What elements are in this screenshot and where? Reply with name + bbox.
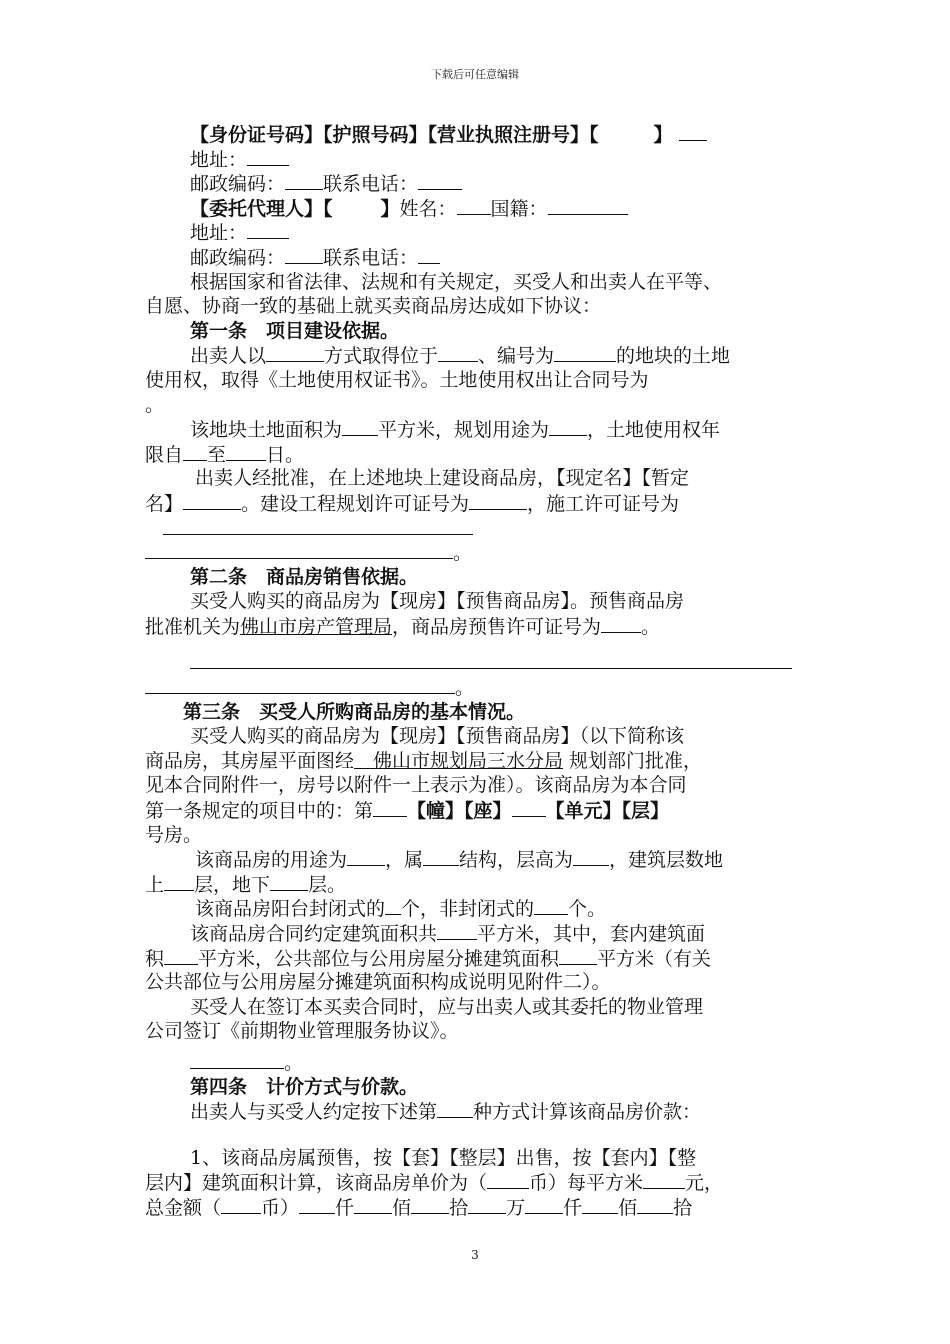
article3-line4: 第一条规定的项目中的：第 【幢】【座】 【单元】【层】: [145, 800, 670, 823]
page-header: 下载后可任意编辑: [431, 68, 519, 81]
article1-line7: 名】 。建设工程规划许可证号为 ，施工许可证号为: [145, 492, 680, 515]
article4-line4: 总金额（ 币） 仟 佰 拾 万 仟 佰 拾: [145, 1196, 693, 1219]
address-line: 地址：: [145, 147, 810, 172]
article3-line8: 该商品房阳台封闭式的 个，非封闭式的 个。: [195, 898, 607, 921]
article2-line4: 。: [145, 675, 810, 700]
id-number-line: 【身份证号码】【护照号码】【营业执照注册号】【 】: [145, 122, 810, 147]
article3-line14: 。: [145, 1050, 810, 1075]
article3-line5: 号房。: [145, 823, 203, 846]
article1-line3: 。: [145, 393, 165, 416]
article4-title: 第四条 计价方式与价款。: [190, 1075, 419, 1098]
postcode-phone-line: 邮政编码： 联系电话：: [145, 171, 810, 196]
intro-paragraph-line1: 根据国家和省法律、法规和有关规定，买受人和出卖人在平等、: [190, 270, 723, 293]
contract-body: [145, 122, 810, 1220]
article1-line6: 出卖人经批准，在上述地块上建设商品房，【现定名】【暂定: [195, 467, 690, 490]
article3-line7: 上 层，地下 层。: [145, 873, 347, 896]
article2-line2: 批准机关为佛山市房产管理局，商品房预售许可证号为 。: [145, 615, 661, 638]
article1-line5: 限自 至 日。: [145, 443, 305, 466]
article1-line4: 该地块土地面积为 平方米，规划用途为 ，土地使用权年: [190, 419, 721, 442]
article3-line2: 商品房，其房屋平面图经 佛山市规划局三水分局 规划部门批准，: [145, 749, 703, 772]
article3-title: 第三条 买受人所购商品房的基本情况。: [183, 700, 526, 723]
page-number: 3: [471, 1248, 479, 1262]
article4-line2: 1、该商品房属预售，按【套】【整层】出售，按【套内】【整: [190, 1146, 697, 1169]
article2-title: 第二条 商品房销售依据。: [190, 565, 419, 588]
intro-paragraph-line2: 自愿、协商一致的基础上就买卖商品房达成如下协议：: [145, 295, 602, 318]
article3-line11: 公共部位与公用房屋分摊建筑面积构成说明见附件二）。: [145, 971, 611, 994]
article2-blank-line: [145, 650, 810, 675]
article3-line9: 该商品房合同约定建筑面积共 平方米，其中，套内建筑面: [190, 923, 706, 945]
article3-line3: 见本合同附件一，房号以附件一上表示为准）。该商品房为本合同: [145, 774, 687, 797]
article3-line6: 该商品房的用途为 ，属 结构，层高为 ，建筑层数地: [195, 849, 724, 872]
article4-line3: 层内】建筑面积计算，该商品房单价为（ 币）每平方米 元，: [145, 1172, 724, 1195]
agent-address-line: 地址：: [145, 220, 810, 245]
agent-line: 【委托代理人】【 】姓名： 国籍：: [145, 196, 810, 221]
article1-title: 第一条 项目建设依据。: [190, 319, 400, 342]
article1-blank-line: [145, 516, 810, 541]
agent-postcode-phone-line: 邮政编码： 联系电话：: [145, 245, 810, 270]
article3-line13: 公司签订《前期物业管理服务协议》。: [145, 1020, 459, 1043]
article3-line10: 积 平方米，公共部位与公用房屋分摊建筑面积 平方米（有关: [145, 947, 712, 970]
article3-line12: 买受人在签订本买卖合同时，应与出卖人或其委托的物业管理: [190, 995, 704, 1018]
article3-line1: 买受人购买的商品房为【现房】【预售商品房】（以下简称该: [190, 725, 685, 748]
article1-line1: 出卖人以 方式取得位于 、编号为 的地块的土地: [190, 345, 731, 368]
article1-line2: 使用权，取得《土地使用权证书》。土地使用权出让合同号为: [145, 368, 649, 391]
article2-line1: 买受人购买的商品房为【现房】【预售商品房】。预售商品房: [190, 590, 685, 613]
article1-line9: 。: [145, 540, 810, 565]
article4-line1: 出卖人与买受人约定按下述第 种方式计算该商品房价款：: [190, 1101, 702, 1124]
